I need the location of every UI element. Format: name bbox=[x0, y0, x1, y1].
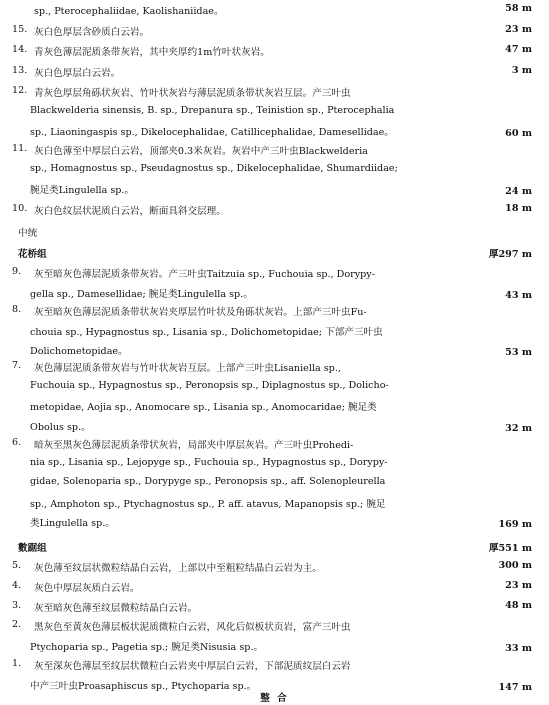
bed-number: 10. bbox=[12, 203, 28, 214]
description-line: 腕足类Lingulella sp.。 bbox=[30, 185, 135, 196]
description-line: Fuchouia sp., Hypagnostus sp., Peronopsis sp., Diplagnostus sp., Dolicho- bbox=[30, 379, 389, 391]
bed-thickness: 147 m bbox=[498, 681, 532, 693]
description-line: 灰至暗灰色薄至纹层微粒结晶白云岩。 bbox=[34, 603, 198, 614]
bed-number: 9. bbox=[12, 266, 22, 277]
description-line: sp., Amphoton sp., Ptychagnostus sp., P. aff. atavus, Mapanopsis sp.; 腕足 bbox=[30, 498, 386, 510]
formation-name: 花桥组 bbox=[18, 249, 47, 260]
description-line: Ptychoparia sp., Pagetia sp.; 腕足类Nisusia sp.。 bbox=[30, 641, 264, 653]
stratum-entry bbox=[0, 360, 549, 438]
bed-thickness: 58 m bbox=[505, 3, 532, 14]
bed-thickness: 32 m bbox=[505, 422, 532, 434]
description-line: gidae, Solenoparia sp., Dorypyge sp., Peronopsis sp., aff. Solenopleurella bbox=[30, 476, 386, 487]
description-line: Obolus sp.。 bbox=[30, 421, 91, 433]
description-line: Dolichometopidae。 bbox=[30, 346, 128, 357]
bed-thickness: 33 m bbox=[505, 642, 532, 654]
bed-thickness: 18 m bbox=[505, 203, 532, 214]
bed-thickness: 48 m bbox=[505, 600, 532, 611]
description-line: 灰至暗灰色薄层泥质条带灰岩。产三叶虫Taitzuia sp., Fuchouia sp., Dorypy- bbox=[34, 269, 375, 280]
formation-name: 數踞组 bbox=[18, 543, 47, 554]
description-line: gella sp., Damesellidae; 腕足类Lingulella sp.。 bbox=[30, 288, 253, 300]
bed-thickness: 169 m bbox=[498, 519, 532, 530]
bed-number: 13. bbox=[12, 65, 28, 76]
description-line: nia sp., Lisania sp., Lejopyge sp., Fuchouia sp., Hypagnostus sp., Dorypy- bbox=[30, 456, 388, 468]
stratum-entry bbox=[0, 65, 549, 85]
bed-number: 3. bbox=[12, 600, 22, 611]
description-line: 灰白色厚层含砂质白云岩。 bbox=[34, 27, 150, 38]
description-line: 灰至暗灰色薄层泥质条带状灰岩夹厚层竹叶状及角砾状灰岩。上部产三叶虫Fu- bbox=[34, 307, 367, 318]
description-line: 灰白色厚层白云岩。 bbox=[34, 68, 121, 79]
bed-number: 12. bbox=[12, 85, 28, 96]
description-line: 灰白色薄至中厚层白云岩，顶部夹0.3米灰岩。灰岩中产三叶虫Blackwelderia bbox=[34, 146, 368, 157]
description-line: 黑灰色至黄灰色薄层板状泥质微粒白云岩，风化后似板状页岩，富产三叶虫 bbox=[34, 622, 351, 633]
stratum-entry bbox=[0, 3, 549, 23]
bed-thickness: 60 m bbox=[505, 128, 532, 139]
formation-thickness: 厚551 m bbox=[488, 543, 532, 554]
description-line: sp., Liaoningaspis sp., Dikelocephalidae, Catillicephalidae, Damesellidae。 bbox=[30, 127, 394, 138]
bed-number: 15. bbox=[12, 24, 28, 35]
formation-thickness: 厚297 m bbox=[488, 249, 532, 260]
stratum-entry bbox=[0, 600, 549, 620]
stratum-entry bbox=[0, 24, 549, 44]
stratum-entry bbox=[0, 266, 549, 305]
contact-footer: 整 合 bbox=[260, 693, 289, 704]
stratum-entry bbox=[0, 580, 549, 600]
stratum-entry bbox=[0, 619, 549, 658]
description-line: Blackwelderia sinensis, B. sp., Drepanura sp., Teinistion sp., Pterocephalia bbox=[30, 104, 395, 116]
bed-number: 1. bbox=[12, 658, 22, 669]
stratum-entry bbox=[0, 143, 549, 202]
description-line: sp., Pterocephaliidae, Kaolishaniidae。 bbox=[34, 6, 224, 17]
stratum-entry bbox=[0, 85, 549, 144]
description-line: 灰至深灰色薄层至纹层状微粒白云岩夹中厚层白云岩，下部泥质纹层白云岩 bbox=[34, 661, 351, 672]
bed-thickness: 47 m bbox=[505, 44, 532, 55]
description-line: 青灰色厚层角砾状灰岩、竹叶状灰岩与薄层泥质条带状灰岩互层。产三叶虫 bbox=[34, 88, 351, 99]
bed-thickness: 24 m bbox=[505, 186, 532, 197]
bed-thickness: 23 m bbox=[505, 580, 532, 591]
bed-thickness: 3 m bbox=[511, 65, 532, 76]
description-line: 灰色薄至纹层状微粒结晶白云岩，上部以中至粗粒结晶白云岩为主。 bbox=[34, 563, 322, 574]
description-line: metopidae, Aojia sp., Anomocare sp., Lisania sp., Anomocaridae; 腕足类 bbox=[30, 402, 377, 413]
bed-number: 6. bbox=[12, 437, 22, 448]
description-line: 青灰色薄层泥质条带灰岩，其中夹厚约1m竹叶状灰岩。 bbox=[34, 47, 270, 58]
stratum-entry bbox=[0, 203, 549, 223]
series-heading: 中统 bbox=[18, 228, 38, 239]
bed-number: 11. bbox=[12, 143, 28, 154]
description-line: 灰白色纹层状泥质白云岩，断面具斜交层理。 bbox=[34, 206, 226, 217]
bed-number: 2. bbox=[12, 619, 22, 630]
bed-number: 8. bbox=[12, 304, 22, 315]
description-line: 中产三叶虫Proasaphiscus sp., Ptychoparia sp.。 bbox=[30, 680, 257, 692]
description-line: 灰色薄层泥质条带灰岩与竹叶状灰岩互层。上部产三叶虫Lisaniella sp., bbox=[34, 363, 341, 374]
bed-thickness: 53 m bbox=[505, 347, 532, 358]
bed-number: 14. bbox=[12, 44, 28, 55]
description-line: 暗灰至黑灰色薄层泥质条带状灰岩，局部夹中厚层灰岩。产三叶虫Prohedi- bbox=[34, 440, 354, 451]
description-line: 类Lingulella sp.。 bbox=[30, 518, 115, 529]
bed-number: 5. bbox=[12, 560, 22, 571]
stratum-entry bbox=[0, 304, 549, 363]
description-line: 灰色中厚层灰质白云岩。 bbox=[34, 583, 140, 594]
stratum-entry bbox=[0, 560, 549, 580]
bed-number: 4. bbox=[12, 580, 22, 591]
description-line: sp., Homagnostus sp., Pseudagnostus sp., Dikelocephalidae, Shumardiidae; bbox=[30, 162, 398, 174]
bed-thickness: 43 m bbox=[505, 289, 532, 301]
description-line: chouia sp., Hypagnostus sp., Lisania sp., Dolichometopidae; 下部产三叶虫 bbox=[30, 326, 383, 338]
bed-thickness: 300 m bbox=[498, 560, 532, 571]
stratum-entry bbox=[0, 44, 549, 64]
bed-thickness: 23 m bbox=[505, 24, 532, 35]
stratum-entry bbox=[0, 437, 549, 535]
bed-number: 7. bbox=[12, 360, 22, 371]
